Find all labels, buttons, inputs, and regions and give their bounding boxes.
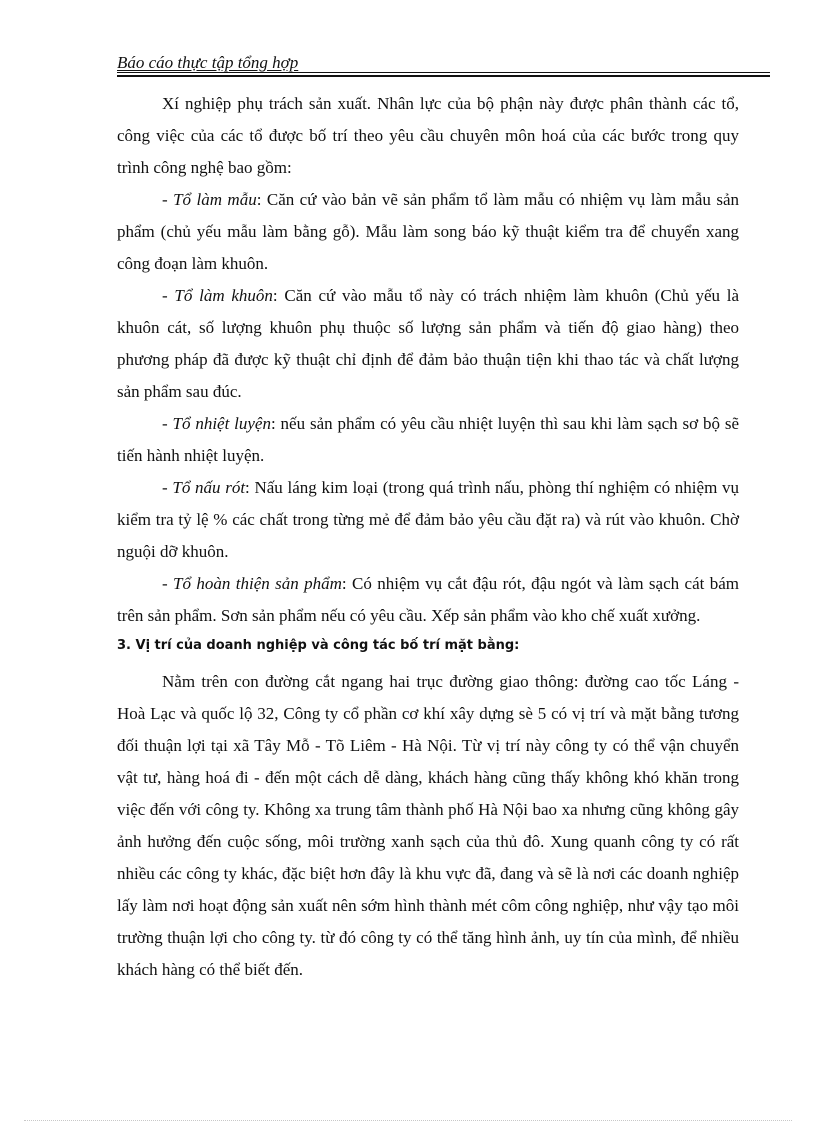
section-3-heading: 3. Vị trí của doanh nghiệp và công tác bố trí mặt bằng: <box>117 638 520 653</box>
header-rule-thick <box>117 75 770 77</box>
list-dash: - <box>162 414 173 433</box>
header-title: Báo cáo thực tập tổng hợp <box>117 53 299 72</box>
team-description: : Căn cứ vào mẫu tổ này có trách nhiệm làm khuôn (Chủ yếu là khuôn cát, số lượng khuôn phụ thuộc số lượng sản phẩm và tiến độ giao hàng) theo phương pháp đã được kỹ thuật chỉ định để đảm bảo thuận tiện khi thao tác và chất lượng sản phẩm sau đúc. <box>117 286 739 401</box>
team-description: : Nấu láng kim loại (trong quá trình nấu, phòng thí nghiệm có nhiệm vụ kiểm tra tỷ lệ % các chất trong từng mẻ để đảm bảo yêu cầu đặt ra) và rút vào khuôn. Chờ nguội dỡ khuôn. <box>117 478 739 561</box>
team-paragraph-lam-mau <box>117 184 739 280</box>
team-name: Tổ nhiệt luyện <box>172 414 271 433</box>
section-3-paragraph: Nằm trên con đường cắt ngang hai trục đường giao thông: đường cao tốc Láng - Hoà Lạc và quốc lộ 32, Công ty cổ phần cơ khí xây dựng sè 5 có vị trí và mặt bằng tương đối thuận lợi tại xã Tây Mỗ - Tõ Liêm - Hà Nội. Từ vị trí này công ty có thể vận chuyển vật tư, hàng hoá đi - đến một cách dễ dàng, khách hàng cũng thấy không khó khăn trong việc đến với công ty. Không xa trung tâm thành phố Hà Nội bao xa nhưng cũng không gây ảnh hưởng đến cuộc sống, môi trường xanh sạch của thủ đô. Xung quanh công ty có rất nhiều các công ty khác, đặc biệt hơn đây là khu vực đã, đang và sẽ là nơi các doanh nghiệp lấy làm nơi hoạt động sản xuất nên sớm hình thành mét côm công nghiệp, như vậy tạo môi trường thuận lợi cho công ty. từ đó công ty có thể tăng hình ảnh, uy tín của mình, để nhiều khách hàng có thể biết đến. <box>117 672 739 979</box>
document-body <box>117 88 739 986</box>
team-name: Tổ làm khuôn <box>174 286 273 305</box>
page-header <box>117 52 770 80</box>
list-dash: - <box>162 574 174 593</box>
team-name: Tổ hoàn thiện sản phẩm <box>173 574 342 593</box>
team-name: Tổ nấu rót <box>172 478 246 497</box>
team-description: : Căn cứ vào bản vẽ sản phẩm tổ làm mẫu có nhiệm vụ làm mẫu sản phẩm (chủ yếu mẫu làm bằng gỗ). Mẫu làm song báo kỹ thuật kiểm tra để chuyển xang công đoạn làm khuôn. <box>117 190 739 273</box>
intro-paragraph: Xí nghiệp phụ trách sản xuất. Nhân lực của bộ phận này được phân thành các tổ, công việc của các tổ được bố trí theo yêu cầu chuyên môn hoá của các bước trong quy trình công nghệ bao gồm: <box>117 94 739 177</box>
list-dash: - <box>162 478 173 497</box>
list-dash: - <box>162 286 175 305</box>
page-bottom-border <box>24 1120 792 1121</box>
team-paragraph-lam-khuon <box>117 280 739 408</box>
team-paragraph-nhiet-luyen <box>117 408 739 472</box>
team-description: : Có nhiệm vụ cắt đậu rót, đậu ngót và làm sạch cát bám trên sản phẩm. Sơn sản phẩm nếu có yêu cầu. Xếp sản phẩm vào kho chế xuất xưởng. <box>117 574 739 625</box>
team-name: Tổ làm mẫu <box>173 190 257 209</box>
team-paragraph-nau-rot <box>117 472 739 568</box>
team-description: : nếu sản phẩm có yêu cầu nhiệt luyện thì sau khi làm sạch sơ bộ sẽ tiến hành nhiệt luyện. <box>117 414 739 465</box>
list-dash: - <box>162 190 174 209</box>
header-rule-thin <box>117 72 770 73</box>
team-paragraph-hoan-thien <box>117 568 739 632</box>
